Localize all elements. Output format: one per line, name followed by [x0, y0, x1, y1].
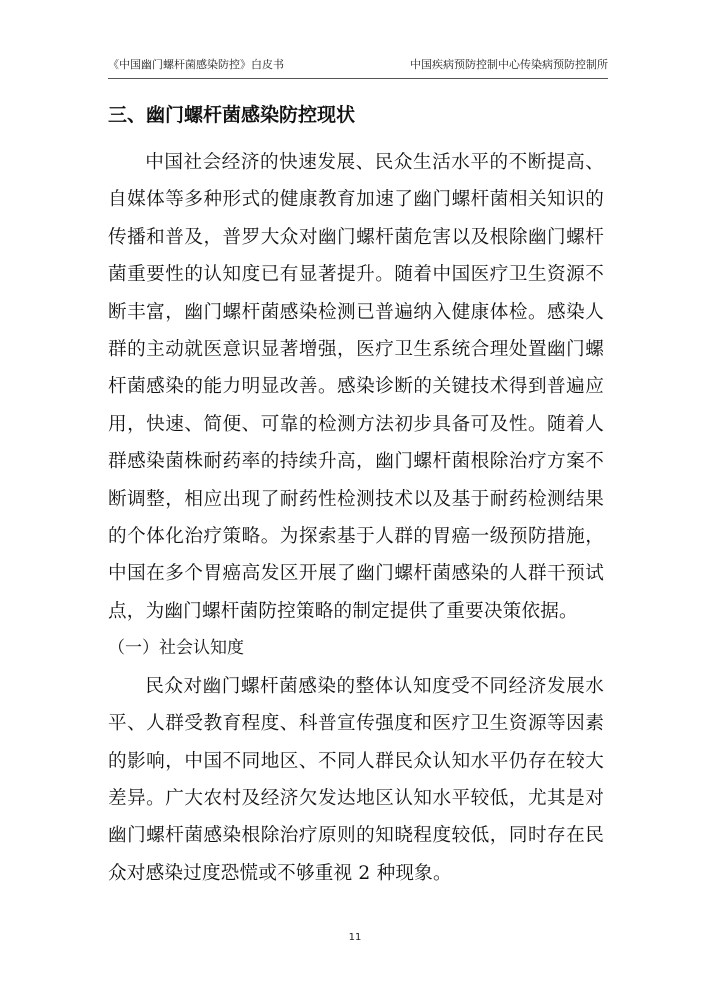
subsection-title: （一）社会认知度: [108, 638, 244, 659]
page-content: [108, 96, 604, 892]
page-number: 11: [348, 932, 362, 943]
section-title: 三、幽门螺杆菌感染防控现状: [108, 104, 356, 126]
subsection-paragraph: 民众对幽门螺杆菌感染的整体认知度受不同经济发展水平、人群受教育程度、科普宣传强度和医疗卫生资源等因素的影响，中国不同地区、不同人群民众认知水平仍存在较大差异。广大农村及经济欠发达地区认知水平较低，尤其是对幽门螺杆菌感染根除治疗原则的知晓程度较低，同时存在民众对感染过度恐慌或不够重视 2 种现象。: [108, 675, 604, 884]
page-header: [108, 50, 608, 79]
section-paragraph: 中国社会经济的快速发展、民众生活水平的不断提高、自媒体等多种形式的健康教育加速了幽门螺杆菌相关知识的传播和普及，普罗大众对幽门螺杆菌危害以及根除幽门螺杆菌重要性的认知度已有显著提升。随着中国医疗卫生资源不断丰富，幽门螺杆菌感染检测已普遍纳入健康体检。感染人群的主动就医意识显著增强，医疗卫生系统合理处置幽门螺杆菌感染的能力明显改善。感染诊断的关键技术得到普遍应用，快速、简便、可靠的检测方法初步具备可及性。随着人群感染菌株耐药率的持续升高，幽门螺杆菌根除治疗方案不断调整，相应出现了耐药性检测技术以及基于耐药检测结果的个体化治疗策略。为探索基于人群的胃癌一级预防措施，中国在多个胃癌高发区开展了幽门螺杆菌感染的人群干预试点，为幽门螺杆菌防控策略的制定提供了重要决策依据。: [108, 152, 604, 622]
header-document-title: 《中国幽门螺杆菌感染防控》白皮书: [108, 58, 284, 71]
header-organization: 中国疾病预防控制中心传染病预防控制所: [410, 58, 608, 71]
